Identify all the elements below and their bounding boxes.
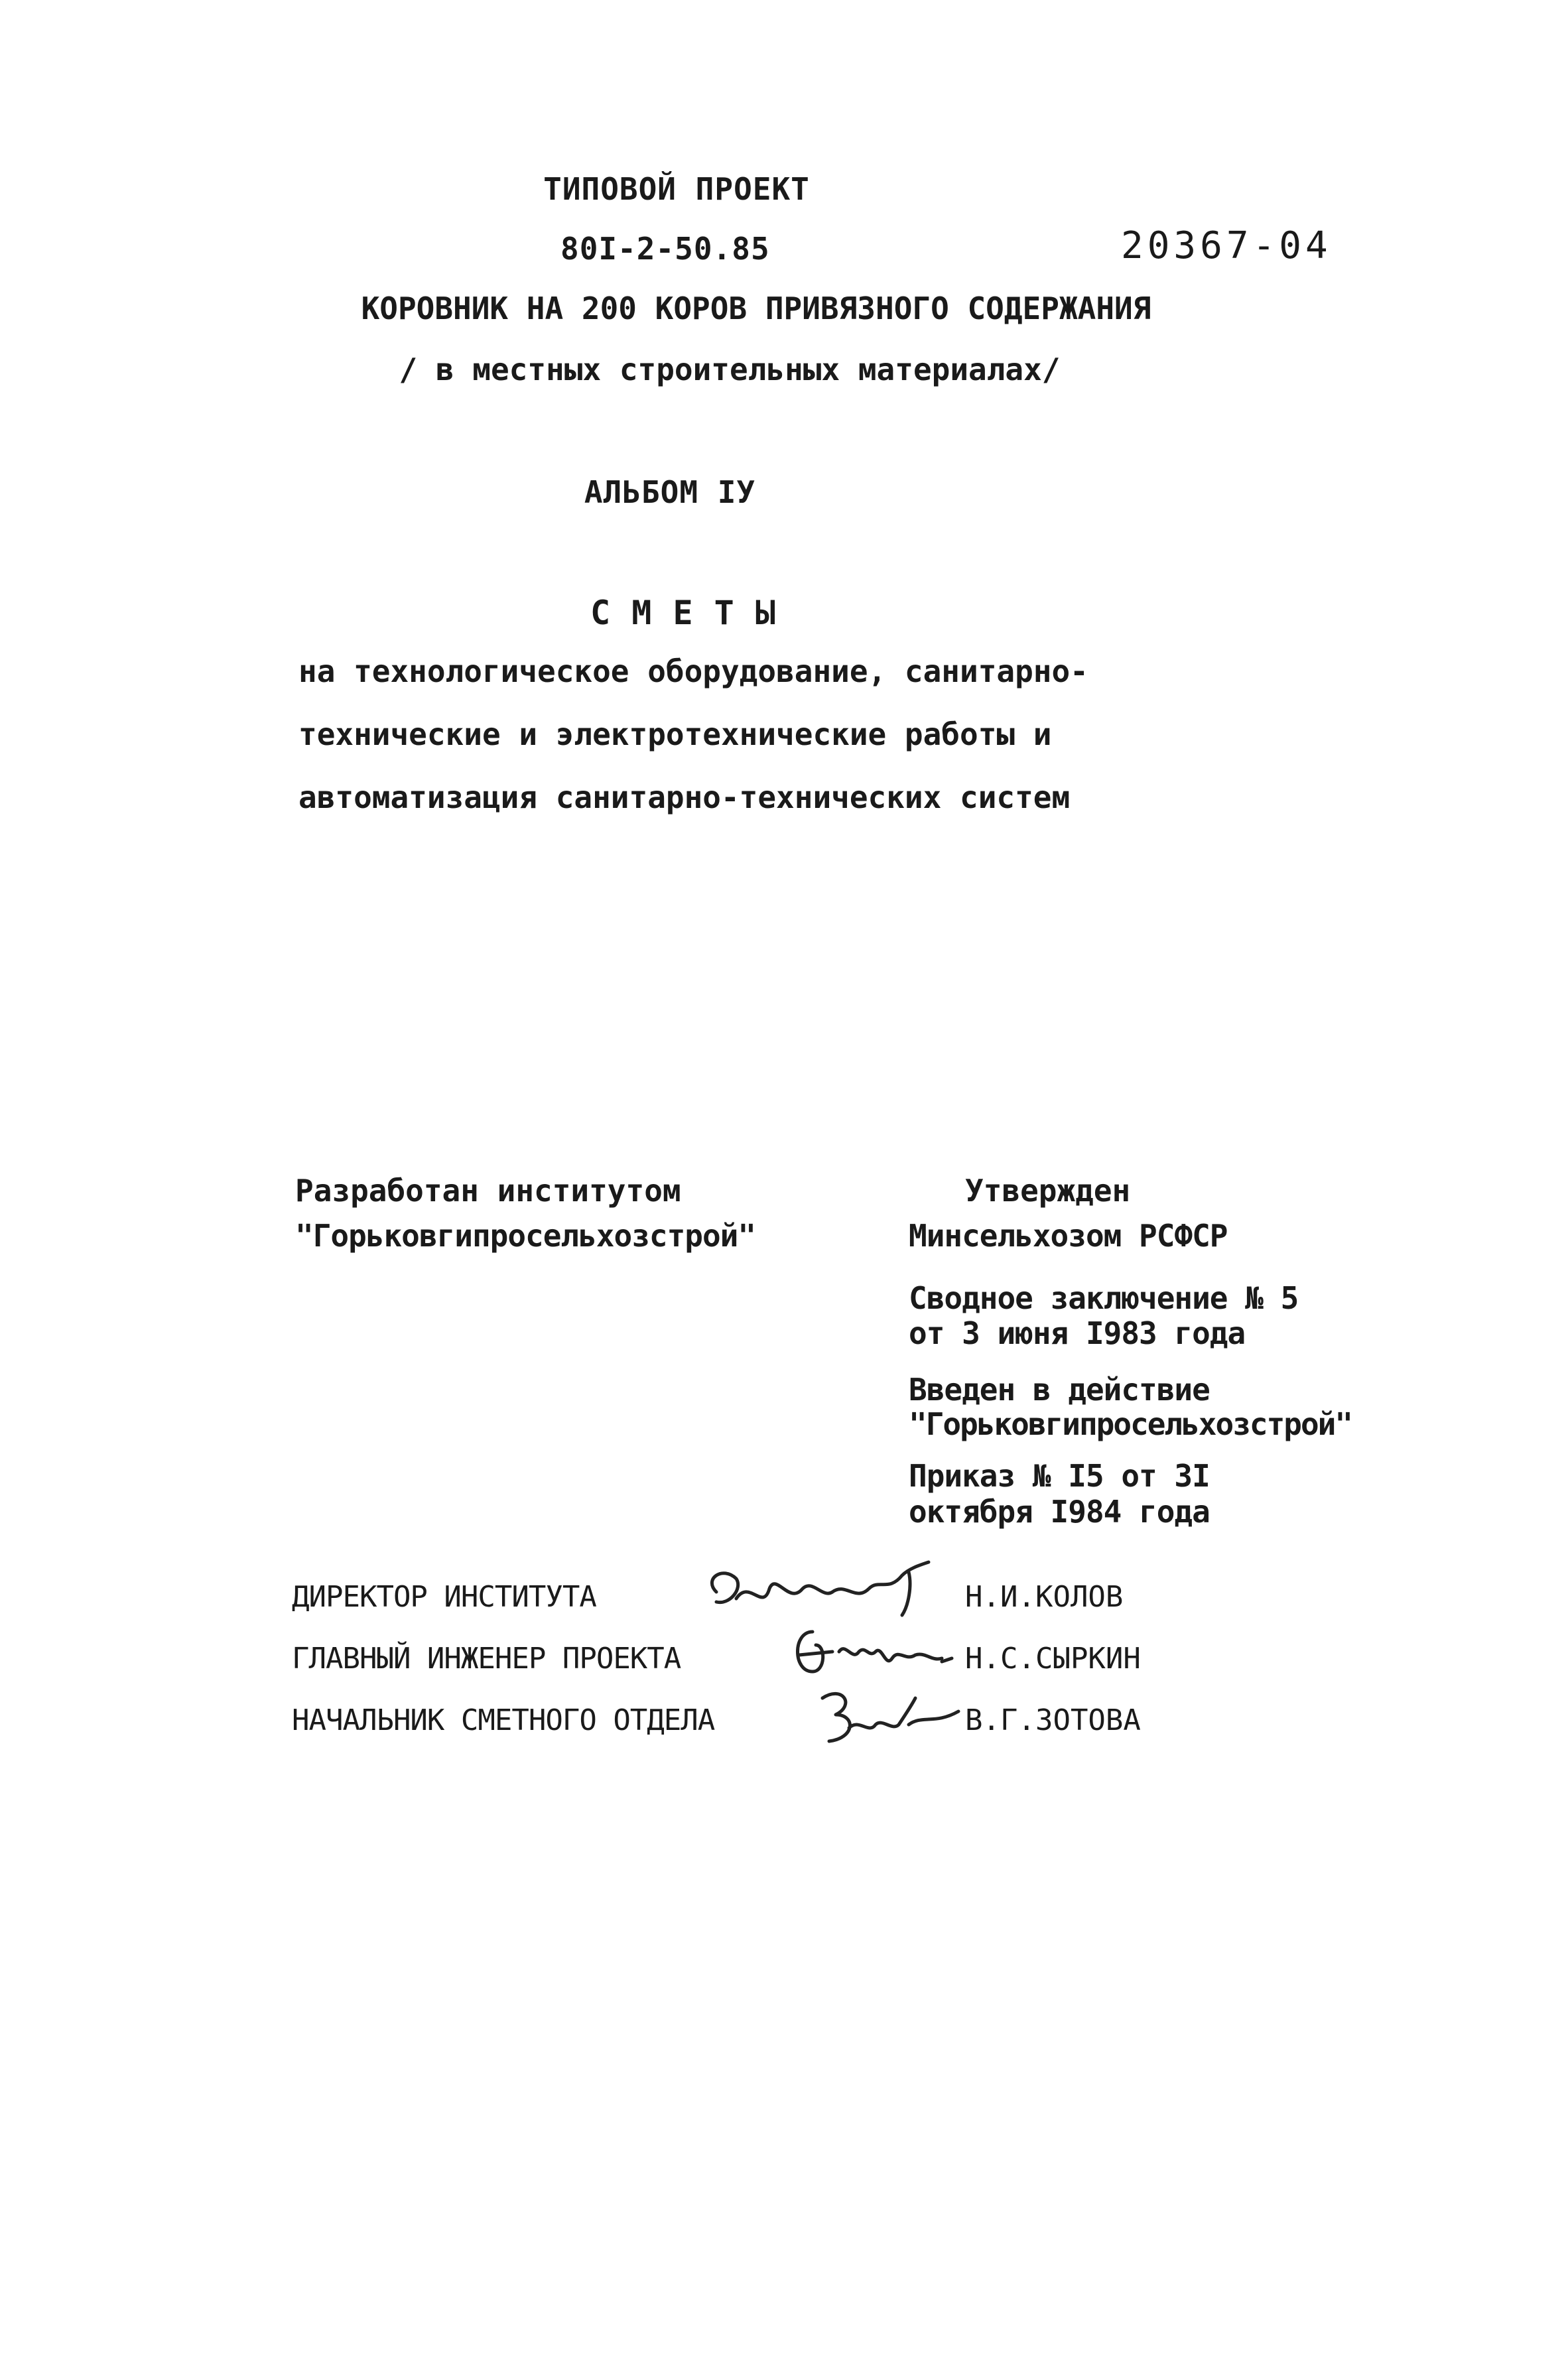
introduced-line: Введен в действие	[909, 1372, 1210, 1408]
project-number: 80I-2-50.85	[560, 231, 770, 267]
project-type-label: ТИПОВОЙ ПРОЕКТ	[543, 171, 810, 207]
chief-engineer-signature	[786, 1619, 958, 1685]
signature-name-chief-engineer: Н.С.СЫРКИН	[965, 1642, 1141, 1676]
developed-by-institute: "Горьковгипросельхозстрой"	[295, 1218, 756, 1254]
album-label: АЛЬБОМ IУ	[584, 474, 756, 510]
developed-by-line: Разработан институтом	[295, 1173, 681, 1209]
estimates-heading: С М Е Т Ы	[590, 594, 776, 632]
signature-role-director: ДИРЕКТОР ИНСТИТУТА	[292, 1580, 596, 1614]
signature-role-estimates-head: НАЧАЛЬНИК СМЕТНОГО ОТДЕЛА	[292, 1703, 715, 1737]
signature-name-director: Н.И.КОЛОВ	[965, 1580, 1124, 1614]
signature-role-chief-engineer: ГЛАВНЫЙ ИНЖЕНЕР ПРОЕКТА	[292, 1642, 681, 1676]
project-subtitle: / в местных строительных материалах/	[399, 352, 1061, 387]
estimates-line: на технологическое оборудование, санитарно-	[298, 653, 1088, 689]
signature-name-estimates-head: В.Г.ЗОТОВА	[965, 1703, 1141, 1737]
order-line: Приказ № I5 от 3I	[909, 1458, 1210, 1494]
project-title: КОРОВНИК НА 200 КОРОВ ПРИВЯЗНОГО СОДЕРЖАНИЯ	[361, 291, 1151, 326]
conclusion-line: Сводное заключение № 5	[909, 1280, 1299, 1316]
introduced-by: "Горьковгипросельхозстрой"	[909, 1406, 1352, 1442]
estimates-line: автоматизация санитарно-технических систем	[298, 779, 1071, 815]
estimates-line: технические и электротехнические работы и	[298, 716, 1052, 752]
conclusion-date: от 3 июня I983 года	[909, 1315, 1246, 1351]
director-signature	[690, 1552, 955, 1625]
approved-by: Минсельхозом РСФСР	[909, 1218, 1228, 1254]
estimates-head-signature	[809, 1678, 968, 1758]
approved-label: Утвержден	[965, 1173, 1131, 1209]
inventory-number: 20367-04	[1121, 224, 1332, 267]
order-date: октября I984 года	[909, 1494, 1210, 1530]
